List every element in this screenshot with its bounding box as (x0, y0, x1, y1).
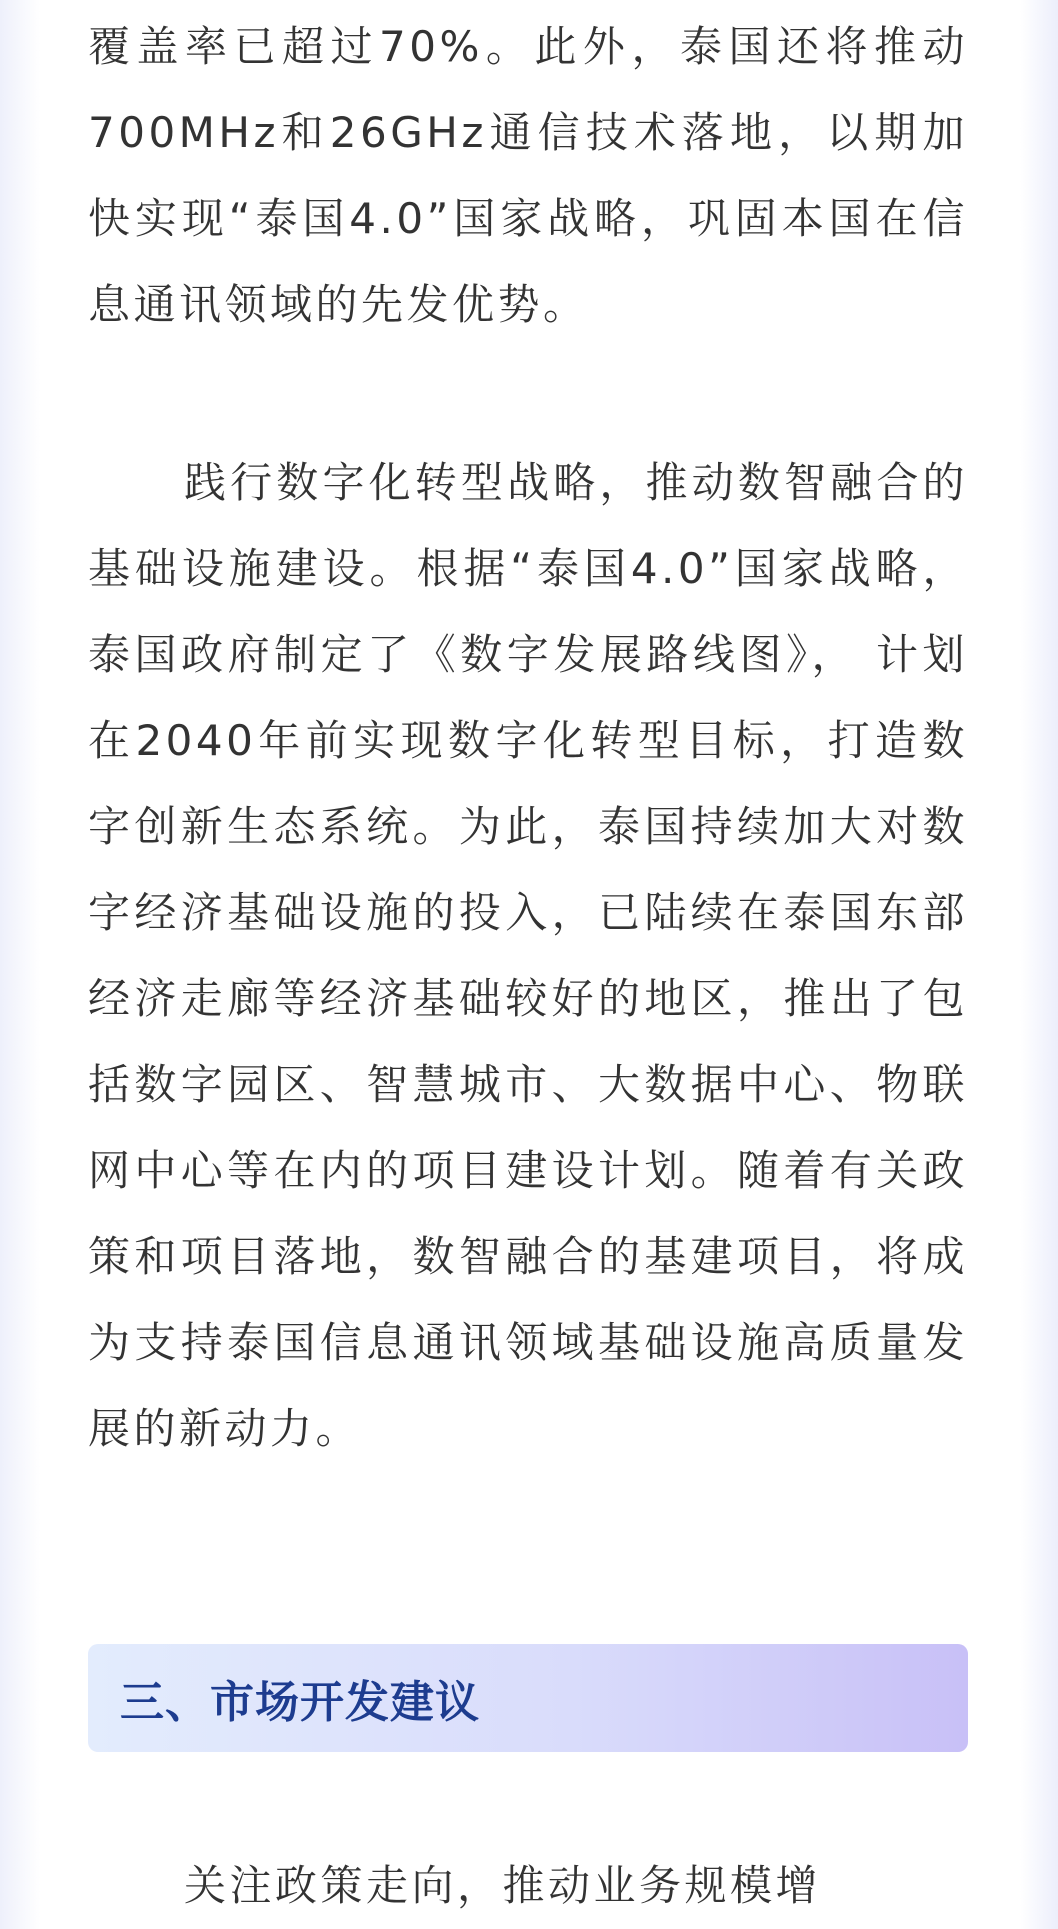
section-title: 三、市场开发建议 (120, 1677, 480, 1728)
article-paragraph: 覆盖率已超过70%。此外，泰国还将推动700MHz和26GHz通信技术落地，以期加快实现“泰国4.0”国家战略，巩固本国在信息通讯领域的先发优势。 (88, 22, 968, 329)
article-paragraph: 践行数字化转型战略，推动数智融合的基础设施建设。根据“泰国4.0”国家战略，泰国政府制定了《数字发展路线图》， 计划在2040年前实现数字化转型目标，打造数字创新生态系统。为此，泰国持续加大对数字经济基础设施的投入，已陆续在泰国东部经济走廊等经济基础较好的地区，推出了包括数字园区、智慧城市、大数据中心、物联网中心等在内的项目建设计划。随着有关政策和项目落地，数智融合的基建项目，将成为支持泰国信息通讯领域基础设施高质量发展的新动力。 (88, 458, 968, 1453)
section-header (88, 1644, 968, 1752)
article-paragraph: 关注政策走向，推动业务规模增 (184, 1861, 822, 1910)
